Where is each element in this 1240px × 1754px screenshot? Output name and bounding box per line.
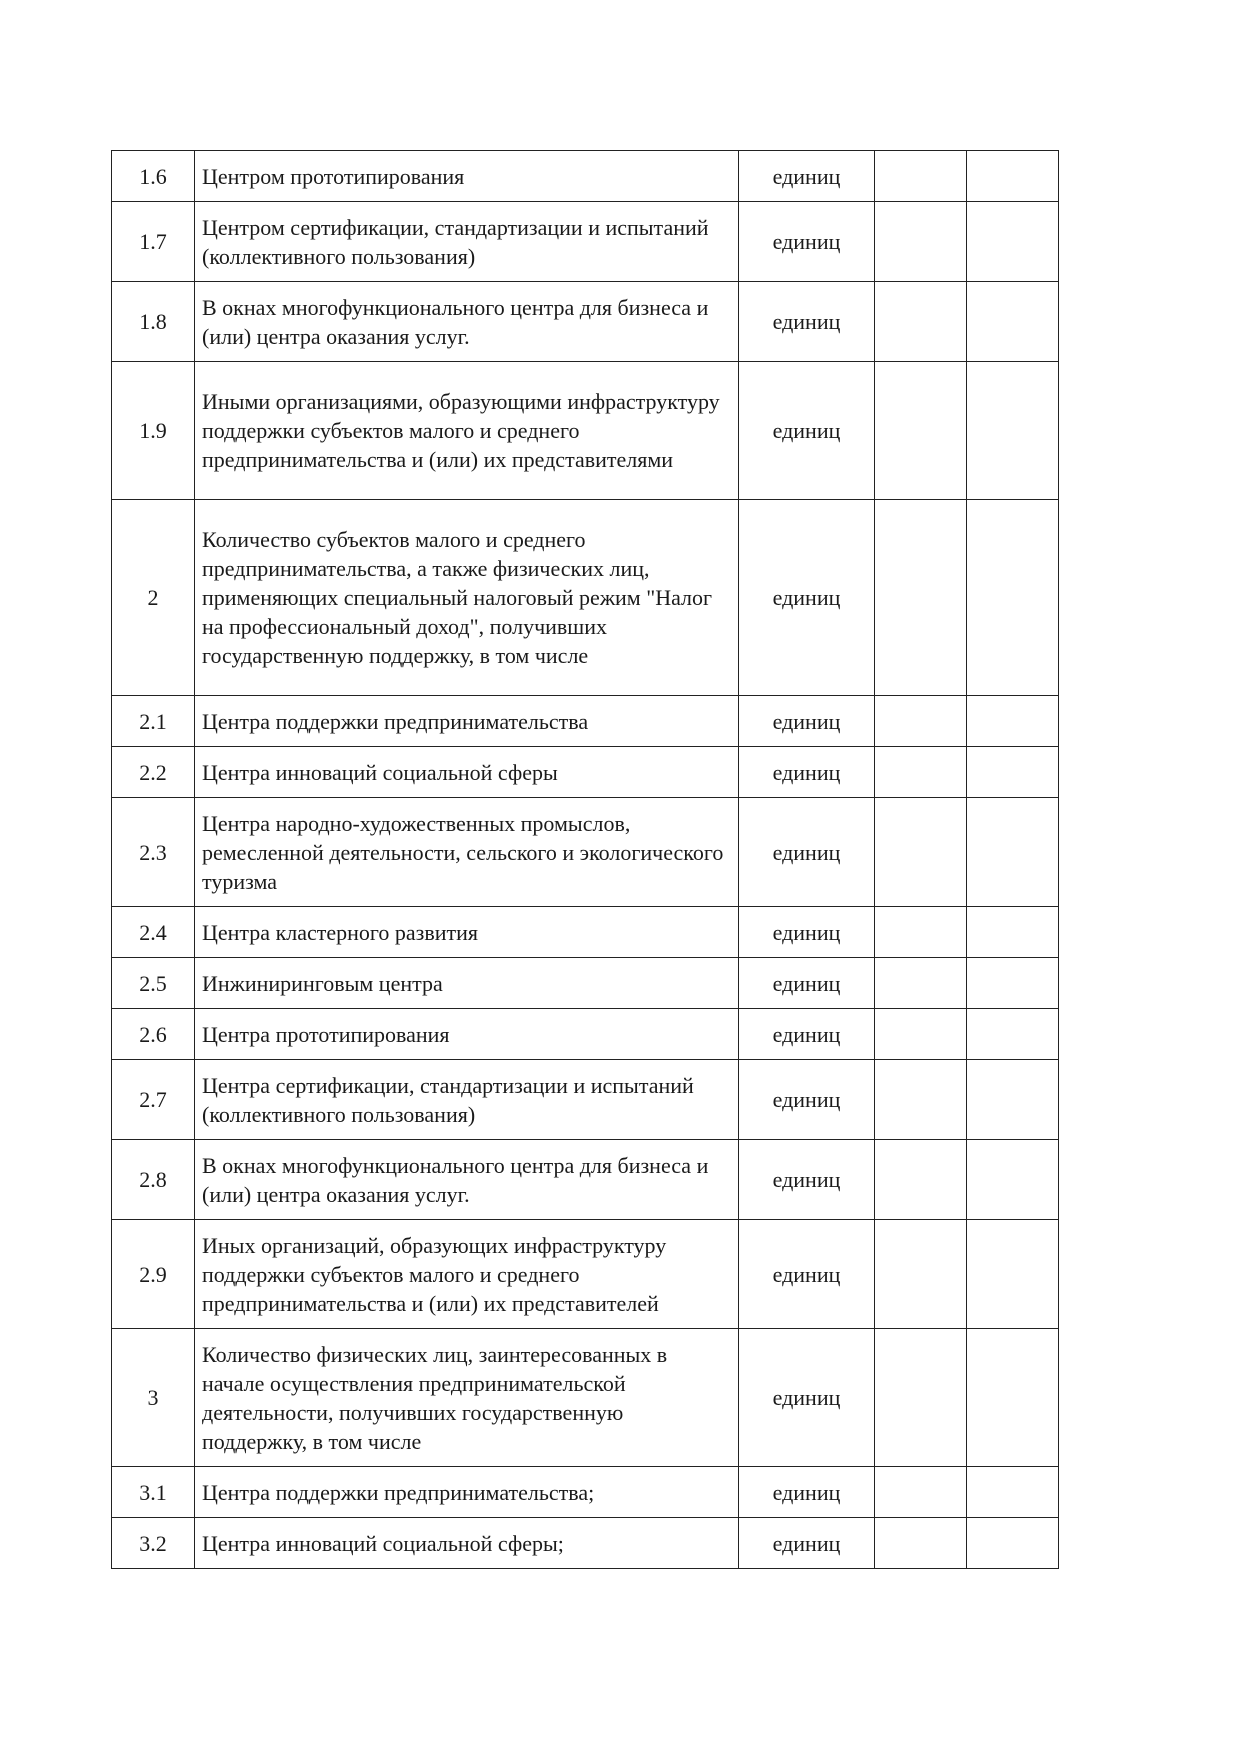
row-number: 2 (112, 500, 195, 696)
value-cell-2 (967, 747, 1059, 798)
indicator-name: В окнах многофункционального центра для бизнеса и (или) центра оказания услуг. (195, 1140, 739, 1220)
indicator-name: Центром прототипирования (195, 151, 739, 202)
value-cell-1 (875, 151, 967, 202)
value-cell-2 (967, 500, 1059, 696)
row-number: 2.4 (112, 907, 195, 958)
row-number: 3.1 (112, 1467, 195, 1518)
unit-of-measure: единиц (739, 1518, 875, 1569)
unit-of-measure: единиц (739, 1467, 875, 1518)
indicator-name: Количество физических лиц, заинтересованных в начале осуществления предпринимательской деятельности, получивших государственную поддержку, в том числе (195, 1329, 739, 1467)
value-cell-1 (875, 1009, 967, 1060)
value-cell-2 (967, 1329, 1059, 1467)
unit-of-measure: единиц (739, 747, 875, 798)
indicator-name: Центра инноваций социальной сферы (195, 747, 739, 798)
indicator-name: Центра народно-художественных промыслов, ремесленной деятельности, сельского и экологического туризма (195, 798, 739, 907)
value-cell-2 (967, 798, 1059, 907)
indicator-name: Центра поддержки предпринимательства; (195, 1467, 739, 1518)
value-cell-1 (875, 202, 967, 282)
unit-of-measure: единиц (739, 202, 875, 282)
value-cell-1 (875, 798, 967, 907)
row-number: 1.6 (112, 151, 195, 202)
table-row (112, 798, 1059, 907)
value-cell-1 (875, 1060, 967, 1140)
value-cell-1 (875, 907, 967, 958)
value-cell-1 (875, 1220, 967, 1329)
indicator-name: Центра поддержки предпринимательства (195, 696, 739, 747)
table-row (112, 1467, 1059, 1518)
value-cell-2 (967, 1467, 1059, 1518)
value-cell-1 (875, 1140, 967, 1220)
indicator-name: Иных организаций, образующих инфраструктуру поддержки субъектов малого и среднего предпринимательства и (или) их представителей (195, 1220, 739, 1329)
table-row (112, 362, 1059, 500)
value-cell-2 (967, 1518, 1059, 1569)
unit-of-measure: единиц (739, 958, 875, 1009)
indicator-name: Центра сертификации, стандартизации и испытаний (коллективного пользования) (195, 1060, 739, 1140)
value-cell-2 (967, 907, 1059, 958)
row-number: 2.2 (112, 747, 195, 798)
indicator-name: Центра прототипирования (195, 1009, 739, 1060)
value-cell-1 (875, 1518, 967, 1569)
table-row (112, 1060, 1059, 1140)
row-number: 3 (112, 1329, 195, 1467)
value-cell-2 (967, 202, 1059, 282)
row-number: 1.9 (112, 362, 195, 500)
table-body (112, 151, 1059, 1569)
row-number: 3.2 (112, 1518, 195, 1569)
value-cell-2 (967, 958, 1059, 1009)
unit-of-measure: единиц (739, 362, 875, 500)
unit-of-measure: единиц (739, 907, 875, 958)
value-cell-2 (967, 1140, 1059, 1220)
row-number: 2.7 (112, 1060, 195, 1140)
row-number: 2.9 (112, 1220, 195, 1329)
unit-of-measure: единиц (739, 1009, 875, 1060)
value-cell-2 (967, 1220, 1059, 1329)
table-row (112, 282, 1059, 362)
indicator-table (111, 150, 1059, 1569)
value-cell-1 (875, 282, 967, 362)
unit-of-measure: единиц (739, 151, 875, 202)
indicator-name: Центра инноваций социальной сферы; (195, 1518, 739, 1569)
table-row (112, 1140, 1059, 1220)
table-row (112, 500, 1059, 696)
unit-of-measure: единиц (739, 696, 875, 747)
table-row (112, 747, 1059, 798)
unit-of-measure: единиц (739, 1140, 875, 1220)
indicator-name: Центра кластерного развития (195, 907, 739, 958)
value-cell-1 (875, 362, 967, 500)
table-row (112, 696, 1059, 747)
unit-of-measure: единиц (739, 1220, 875, 1329)
row-number: 2.8 (112, 1140, 195, 1220)
table-row (112, 958, 1059, 1009)
row-number: 2.1 (112, 696, 195, 747)
value-cell-1 (875, 696, 967, 747)
value-cell-2 (967, 1009, 1059, 1060)
value-cell-1 (875, 1329, 967, 1467)
row-number: 1.7 (112, 202, 195, 282)
indicator-name: В окнах многофункционального центра для бизнеса и (или) центра оказания услуг. (195, 282, 739, 362)
indicator-name: Инжиниринговым центра (195, 958, 739, 1009)
row-number: 2.6 (112, 1009, 195, 1060)
table-row (112, 151, 1059, 202)
value-cell-1 (875, 1467, 967, 1518)
table-row (112, 907, 1059, 958)
row-number: 2.5 (112, 958, 195, 1009)
table-row (112, 1329, 1059, 1467)
indicator-name: Иными организациями, образующими инфраструктуру поддержки субъектов малого и среднего предпринимательства и (или) их представителями (195, 362, 739, 500)
table-row (112, 202, 1059, 282)
value-cell-2 (967, 1060, 1059, 1140)
row-number: 1.8 (112, 282, 195, 362)
indicator-name: Центром сертификации, стандартизации и испытаний (коллективного пользования) (195, 202, 739, 282)
value-cell-1 (875, 747, 967, 798)
table-row (112, 1220, 1059, 1329)
table-row (112, 1518, 1059, 1569)
indicator-name: Количество субъектов малого и среднего предпринимательства, а также физических лиц, применяющих специальный налоговый режим "Налог на профессиональный доход", получивших государственную поддержку, в том числе (195, 500, 739, 696)
unit-of-measure: единиц (739, 282, 875, 362)
table-row (112, 1009, 1059, 1060)
unit-of-measure: единиц (739, 500, 875, 696)
value-cell-2 (967, 282, 1059, 362)
unit-of-measure: единиц (739, 1060, 875, 1140)
value-cell-2 (967, 362, 1059, 500)
row-number: 2.3 (112, 798, 195, 907)
unit-of-measure: единиц (739, 1329, 875, 1467)
unit-of-measure: единиц (739, 798, 875, 907)
value-cell-1 (875, 500, 967, 696)
value-cell-2 (967, 151, 1059, 202)
value-cell-1 (875, 958, 967, 1009)
value-cell-2 (967, 696, 1059, 747)
